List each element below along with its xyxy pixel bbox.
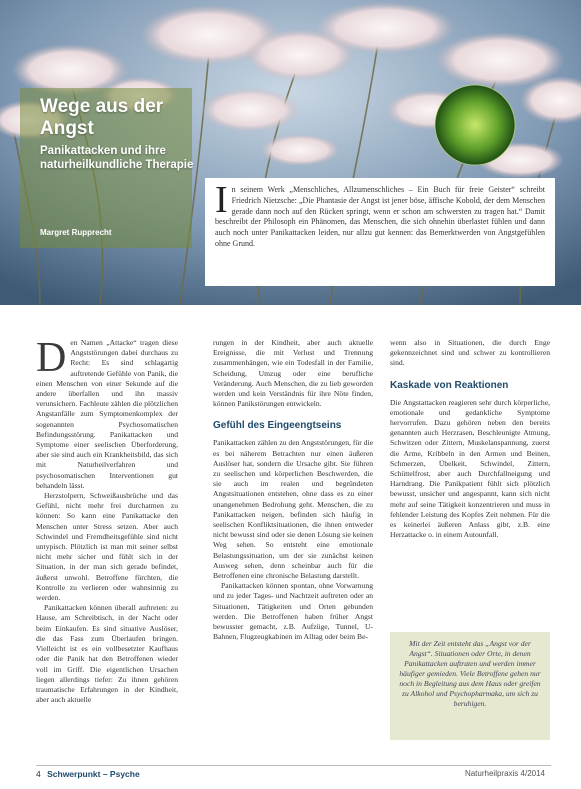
section-label: Schwerpunkt – Psyche <box>47 769 140 779</box>
page-number: 4 <box>36 769 41 779</box>
intro-box <box>205 178 555 286</box>
paragraph: Panikattacken können überall auftreten: zu Hause, am Schreibtisch, in der Nacht oder beim Einkaufen. Es sind situative Auslöser, die das Fass zum Überlaufen bringen. Vielleicht ist es ein vollbesetzter Kaufhaus oder die Panik hat den Betroffenen wieder voll im Griff. Die eigentlichen Ursachen liegen allerdings tiefer: Zu ihnen gehören traumatische Erfahrungen in der Kindheit, aber auch aktuelle <box>36 603 178 705</box>
paragraph: Herzstolpern, Schweißausbrüche und das Gefühl, nicht mehr frei durchatmen zu können: So kann eine Panikattacke den Menschen unter Stress setzen. Aber auch Schwindel und Fremdheitsgefühle sind nicht untypisch. Plötzlich ist man mit seiner selbst nicht mehr sicher und fühlt sich in der Situation, in der man sich gerade befindet, äußerst unwohl. Betroffene fürchten, die Kontrolle zu verlieren oder wahnsinnig zu werden. <box>36 491 178 603</box>
column-3 <box>390 338 550 540</box>
column-1 <box>36 335 178 705</box>
pull-quote: Mit der Zeit entsteht das „Angst vor der Angst“. Situationen oder Orte, in denen Panikattacken auftraten und werden immer häufiger gemieden. Viele Betroffene gehen nur noch in Begleitung aus dem Haus oder greifen zu Alkohol und Psychopharmaka, um sich zu beruhigen. <box>390 632 550 740</box>
paragraph: Panikattacken zählen zu den Angststörungen, für die es bei näherem Betrachten nur einen äußeren Auslöser hat, sondern die Ursache gibt. Sie führen zu seelischen und körperlichen Beschwerden, die sie auch im realen und begründeten Angstsituationen entstehen, ohne dass es zu einer unangenehmen Bedrohung geht. Menschen, die zu Panikattacken neigen, befinden sich häufig in seelischen Konfliktsituationen, die ihnen entweder nicht bewusst sind oder sie denen Lösung sie keinen Weg sehen. So entsteht eine emotionale Belastungssituation, um der sie zunächst keinen Ausweg sehen, denn scheinbar auch für die Betroffenen eine chronische Belastung darstellt. <box>213 438 373 581</box>
column-2 <box>213 338 373 642</box>
author-name: Margret Rupprecht <box>40 228 112 237</box>
paragraph: Die Angstattacken reagieren sehr durch körperliche, emotionale und gedankliche Symptome hervorrufen. Dazu gehören neben den bereits genannten auch Herzrasen, Beschleunigte Atmung, Schwitzen oder Zittern, Muskelanspannung, zuerst die Arme, Kribbeln in den Armen und Beinen, Schmerzen, Übelkeit, Schwindel, Zittern, Schüttelfrost, aber auch Durchfallneigung und Harndrang. Die Panikpatient fühlt sich plötzlich bewusst, unsicher und angespannt, kann sich nicht mehr auf seine Tätigkeit konzentrieren und muss in fehlender Leistung des Kopfes Zeit nehmen. Für die es keinerlei äußeren Anlass gibt, z.B. eine Herzattacke o. in einem Autounfall. <box>390 397 550 540</box>
title-line-2: Angst <box>40 118 94 139</box>
intro-text: n seinem Werk „Menschliches, Allzumenschliches – Ein Buch für freie Geister“ schreibt Friedrich Nietzsche: „Die Phantasie der Angst ist jener böse, äffische Kobold, der dem Menschen gerade dann noch auf den Rücken springt, wenn er schon am schwersten zu tragen hat.“ Damit beschreibt der Philosoph ein Phänomen, das Menschen, die sich ohnehin überlastet fühlen und dann auch noch unter Panikattacken leiden, nur allzu gut kennen: das Bemerktwerden von Angstgefühlen ohne Grund. <box>215 185 545 248</box>
footer-divider <box>36 765 551 766</box>
paragraph: wenn also in Situationen, die durch Enge gekennzeichnet sind und schwer zu kontrollieren sind. <box>390 338 550 368</box>
article-subtitle: Panikattacken und ihre naturheilkundliche Therapie <box>40 145 194 171</box>
intro-initial: I <box>215 179 228 221</box>
magazine-issue: Naturheilpraxis 4/2014 <box>464 769 545 778</box>
title-line-1: Wege aus der <box>40 96 164 117</box>
paragraph: rungen in der Kindheit, aber auch aktuelle Ereignisse, die mit Verlust und Trennung zusammenhängen, wie ein Todesfall in der Familie, Scheidung, Umzug oder eine berufliche Veränderung. Auch Menschen, die zu lieb geworden werden und kein Verständnis für ihre Nöte finden, können Panikstörungen entwickeln. <box>213 338 373 409</box>
section-heading: Kaskade von Reaktionen <box>390 379 509 391</box>
paragraph: Panikattacken können spontan, ohne Vorwarnung und zu jeder Tages- und Nachtzeit auftreten oder an Situationen, Tätigkeiten und Orten gebunden werden. Die Betroffenen haben früher Angst bewusster gemacht, z.B. Aufzüge, Tunnel, U-Bahnen, Flugzeugkabinen im Alltag oder beim Be- <box>213 581 373 642</box>
footer-left <box>36 769 140 779</box>
paragraph <box>36 335 178 491</box>
article-title <box>40 96 200 140</box>
dropcap: D <box>36 335 67 381</box>
section-heading: Gefühl des Eingeengtseins <box>213 420 342 432</box>
paragraph-text: en Namen „Attacke“ tragen diese Angststörungen dabei durchaus zu Recht: Es sind schlagartig auftretende Gefühle von Panik, die einen Menschen von einer Sekunde auf die andere überfallen und ihn massiv verunsichern. Fachleute zählen die plötzlichen Angstanfälle zum Symptomenkomplex der sogenannten Psychosomatischen Befindungsstörung. Panikattacken und Symptome einer seelischen Überforderung, aber sie sind auch ein Krankheitsbild, das sich mit Naturheilverfahren und psychosomatischen Interventionen gut behandeln lässt. <box>36 338 178 490</box>
